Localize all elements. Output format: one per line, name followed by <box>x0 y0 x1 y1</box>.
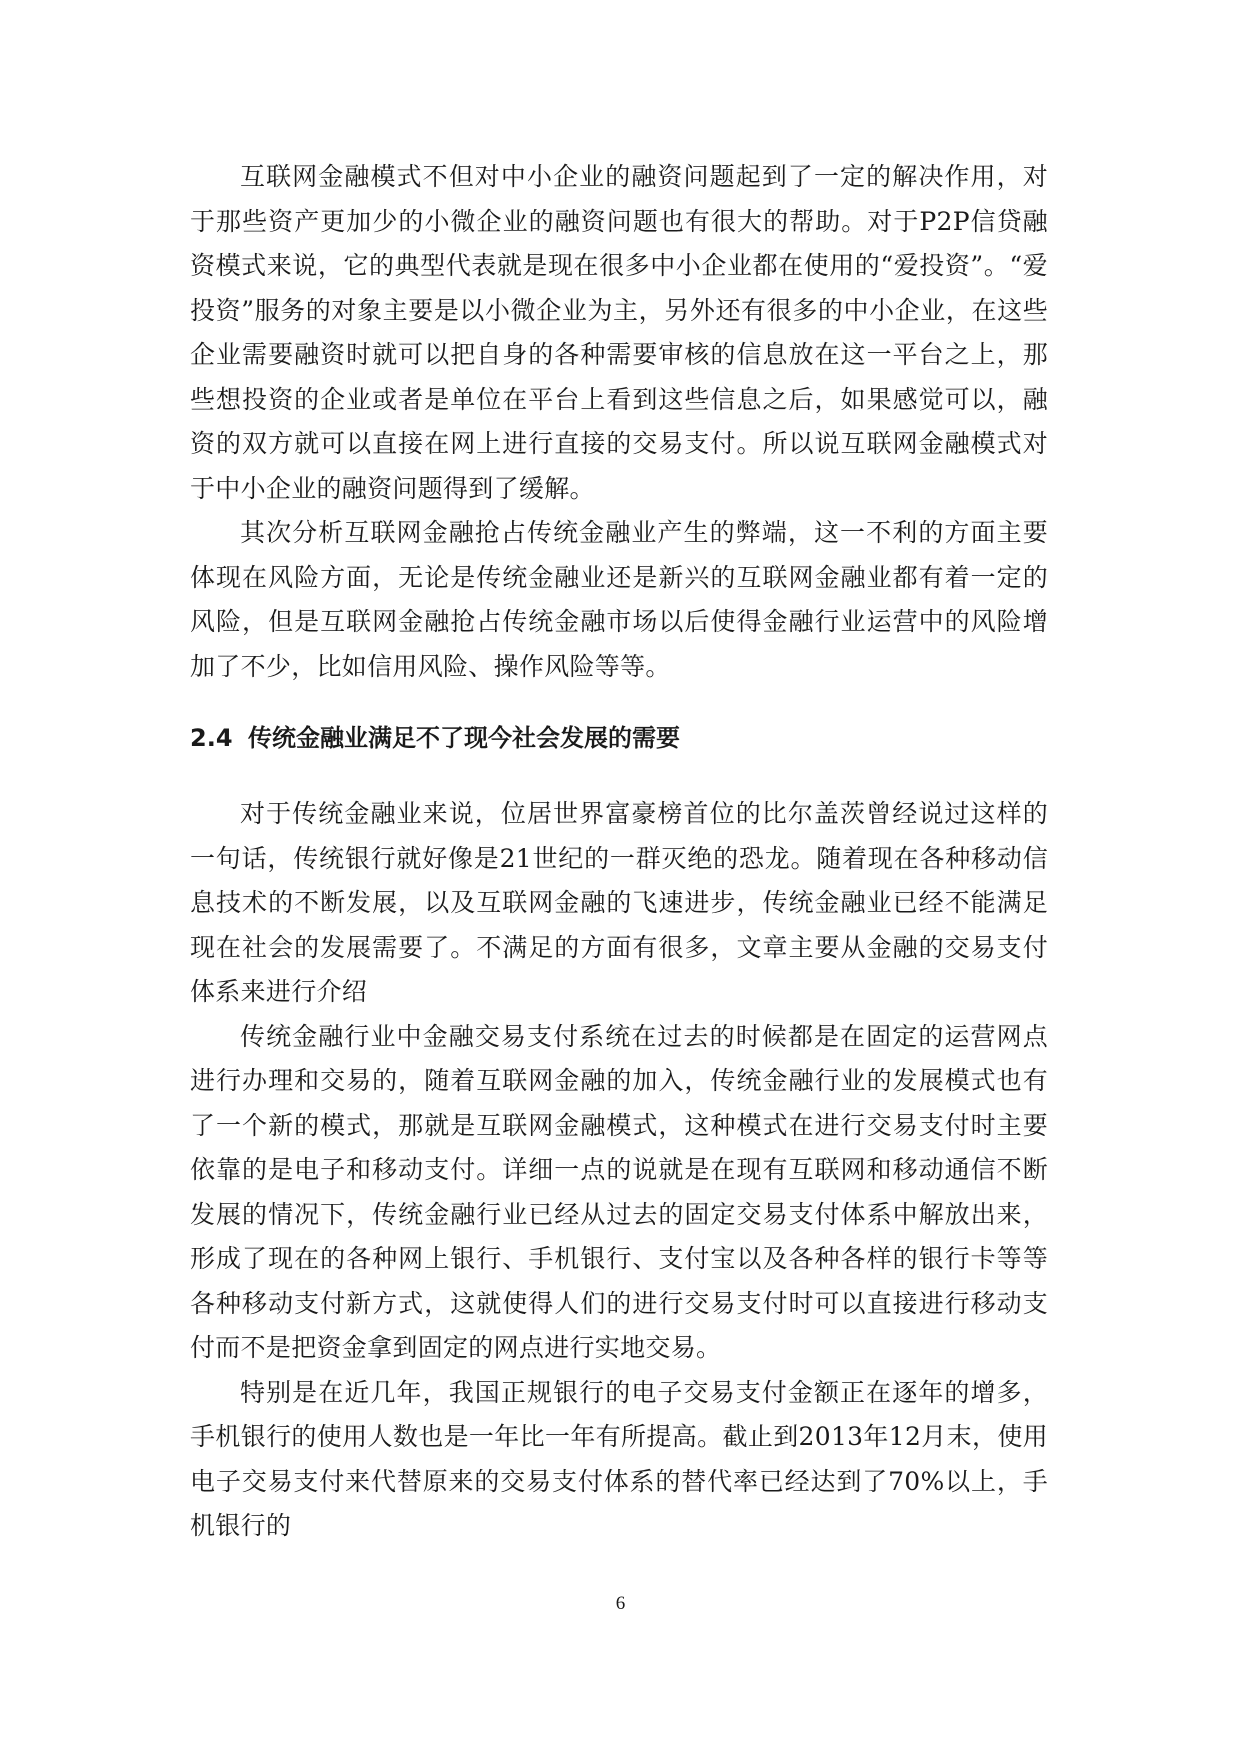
paragraph-online-finance-risk: 其次分析互联网金融抢占传统金融业产生的弊端，这一不利的方面主要体现在风险方面，无论是传统金融业还是新兴的互联网金融业都有着一定的风险，但是互联网金融抢占传统金融市场以后使得金融行业运营中的风险增加了不少，比如信用风险、操作风险等等。 <box>190 518 1048 681</box>
page-number: 6 <box>615 1593 626 1614</box>
page-body <box>190 155 1048 1549</box>
section-number: 2.4 <box>190 724 233 752</box>
paragraph-traditional-banking: 对于传统金融业来说，位居世界富豪榜首位的比尔盖茨曾经说过这样的一句话，传统银行就好像是21世纪的一群灭绝的恐龙。随着现在各种移动信息技术的不断发展，以及互联网金融的飞速进步，传统金融业已经不能满足现在社会的发展需要了。不满足的方面有很多，文章主要从金融的交易支付体系来进行介绍 <box>190 799 1048 1006</box>
paragraph-electronic-payment: 特别是在近几年，我国正规银行的电子交易支付金额正在逐年的增多，手机银行的使用人数也是一年比一年有所提高。截止到2013年12月末，使用电子交易支付来代替原来的交易支付体系的替代率已经达到了70%以上，手机银行的 <box>190 1377 1048 1540</box>
paragraph-online-finance-sme: 互联网金融模式不但对中小企业的融资问题起到了一定的解决作用，对于那些资产更加少的小微企业的融资问题也有很大的帮助。对于P2P信贷融资模式来说，它的典型代表就是现在很多中小企业都在使用的“爱投资”。“爱投资”服务的对象主要是以小微企业为主，另外还有很多的中小企业，在这些企业需要融资时就可以把自身的各种需要审核的信息放在这一平台之上，那些想投资的企业或者是单位在平台上看到这些信息之后，如果感觉可以，融资的双方就可以直接在网上进行直接的交易支付。所以说互联网金融模式对于中小企业的融资问题得到了缓解。 <box>190 162 1048 503</box>
paragraph-payment-system: 传统金融行业中金融交易支付系统在过去的时候都是在固定的运营网点进行办理和交易的，随着互联网金融的加入，传统金融行业的发展模式也有了一个新的模式，那就是互联网金融模式，这种模式在进行交易支付时主要依靠的是电子和移动支付。详细一点的说就是在现有互联网和移动通信不断发展的情况下，传统金融行业已经从过去的固定交易支付体系中解放出来，形成了现在的各种网上银行、手机银行、支付宝以及各种各样的银行卡等等各种移动支付新方式，这就使得人们的进行交易支付时可以直接进行移动支付而不是把资金拿到固定的网点进行实地交易。 <box>190 1021 1048 1362</box>
section-heading <box>190 720 1048 756</box>
section-title: 传统金融业满足不了现今社会发展的需要 <box>248 724 680 752</box>
